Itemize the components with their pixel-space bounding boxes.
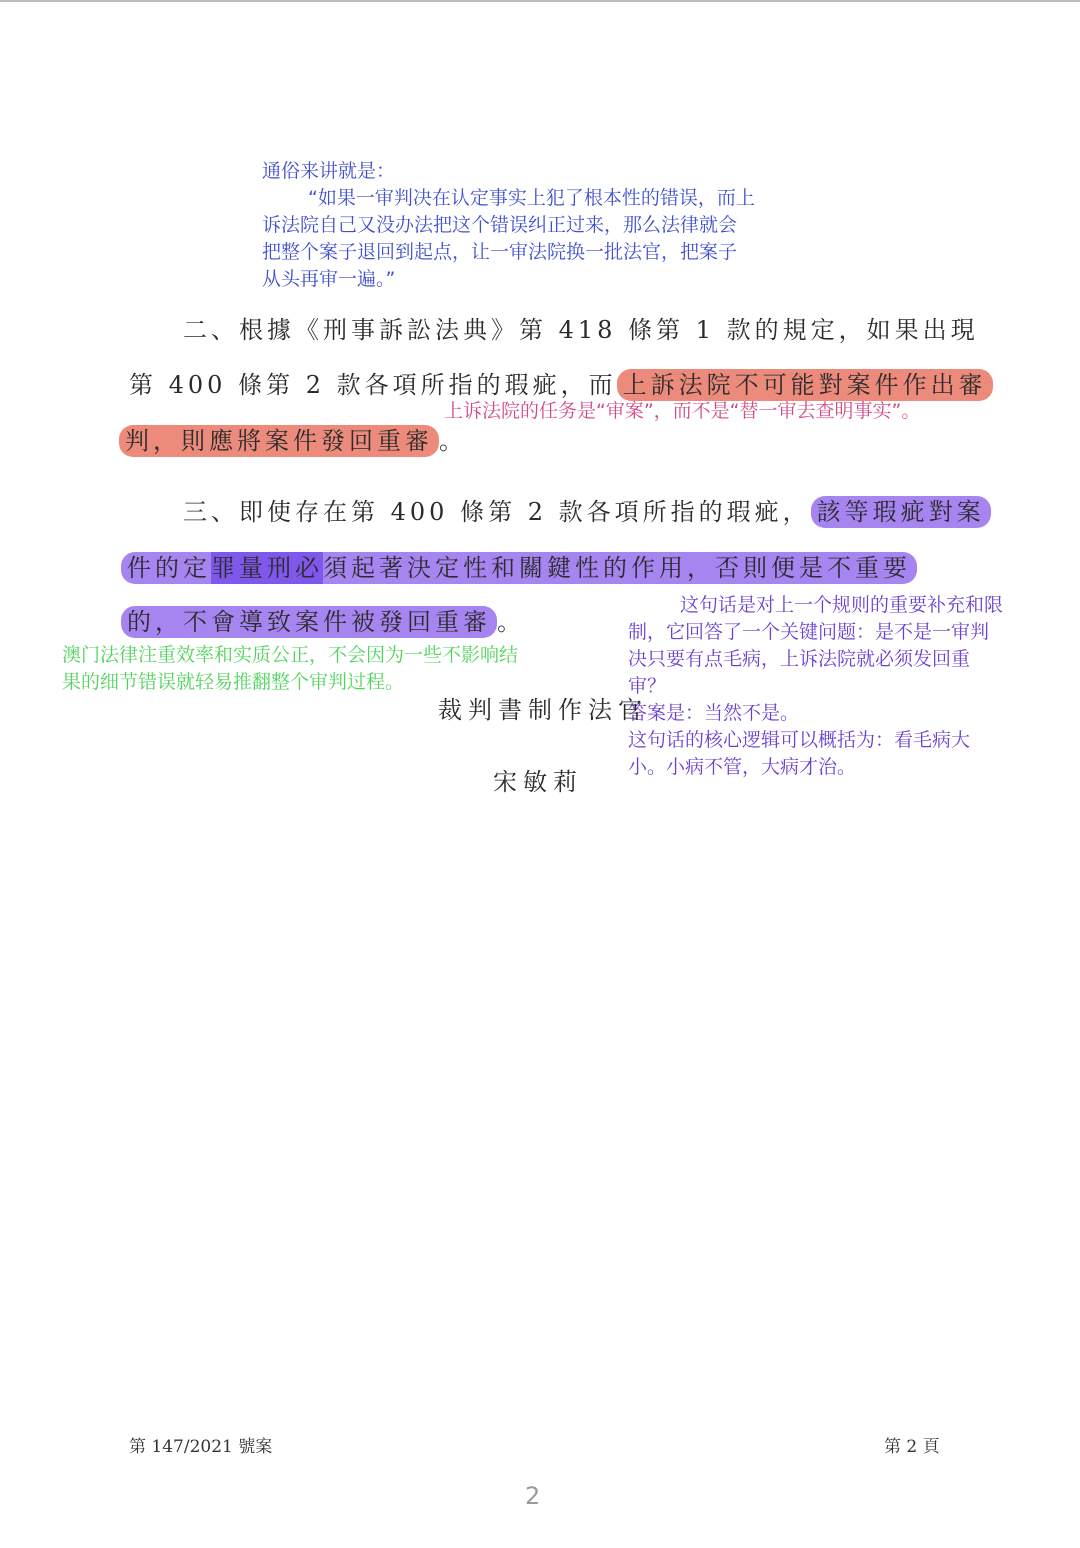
paragraph-3-line-2 xyxy=(121,548,917,583)
body-text: 。 xyxy=(497,608,525,636)
case-number: 第 147/2021 號案 xyxy=(129,1437,273,1457)
page-number: 2 xyxy=(525,1482,541,1510)
handwritten-note-blue xyxy=(262,158,755,293)
note-line: 这句话的核心逻辑可以概括为：看毛病大 xyxy=(628,729,971,751)
highlight-purple: 件的定 xyxy=(121,552,211,584)
paragraph-2-line-3 xyxy=(119,421,467,456)
paragraph-3-line-1 xyxy=(183,492,991,527)
note-line: 制，它回答了一个关键问题：是不是一审判 xyxy=(628,621,990,643)
note-line: 澳门法律注重效率和实质公正，不会因为一些不影响结 xyxy=(62,644,519,666)
highlight-red: 判，則應將案件發回重審 xyxy=(119,425,439,457)
judge-title: 裁判書制作法官 xyxy=(438,696,648,724)
note-line: 小。小病不管，大病才治。 xyxy=(628,756,857,778)
note-line: “如果一审判决在认定事实上犯了根本性的错误，而上 xyxy=(308,187,755,209)
note-line: 从头再审一遍。” xyxy=(262,268,396,290)
body-text: 。 xyxy=(439,427,467,455)
handwritten-note-green xyxy=(62,642,518,696)
paragraph-3-line-3 xyxy=(121,602,525,637)
paragraph-2-line-2 xyxy=(129,365,993,400)
note-line: 果的细节错误就轻易推翻整个审判过程。 xyxy=(62,671,405,693)
highlight-purple-dark: 罪量刑必 xyxy=(211,554,323,582)
highlight-purple: 須起著決定性和關鍵性的作用，否則便是不重要 xyxy=(323,552,917,584)
note-line: 答案是：当然不是。 xyxy=(628,702,800,724)
highlight-red: 上訴法院不可能對案件作出審 xyxy=(617,369,993,401)
paragraph-2-line-1: 二、根據《刑事訴訟法典》第 418 條第 1 款的規定，如果出現 xyxy=(183,316,979,344)
highlight-purple: 的，不會導致案件被發回重審 xyxy=(121,606,497,638)
top-border xyxy=(0,0,1080,2)
note-line: 审？ xyxy=(628,675,667,697)
body-text: 三、即使存在第 400 條第 2 款各項所指的瑕疵， xyxy=(183,498,811,526)
handwritten-note-purple xyxy=(628,592,1003,781)
note-line: 把整个案子退回到起点，让一审法院换一批法官，把案子 xyxy=(262,241,738,263)
note-line: 诉法院自己又没办法把这个错误纠正过来，那么法律就会 xyxy=(262,214,738,236)
page-label: 第 2 頁 xyxy=(884,1437,940,1457)
body-text: 第 400 條第 2 款各項所指的瑕疵，而 xyxy=(129,371,617,399)
handwritten-note-pink: 上诉法院的任务是“审案”，而不是“替一审去查明事实”。 xyxy=(444,400,921,422)
note-line: 决只要有点毛病，上诉法院就必须发回重 xyxy=(628,648,971,670)
judge-name: 宋敏莉 xyxy=(493,768,583,796)
note-line: 通俗来讲就是： xyxy=(262,160,396,182)
highlight-purple: 該等瑕疵對案 xyxy=(811,496,991,528)
note-line: 这句话是对上一个规则的重要补充和限 xyxy=(680,594,1004,616)
